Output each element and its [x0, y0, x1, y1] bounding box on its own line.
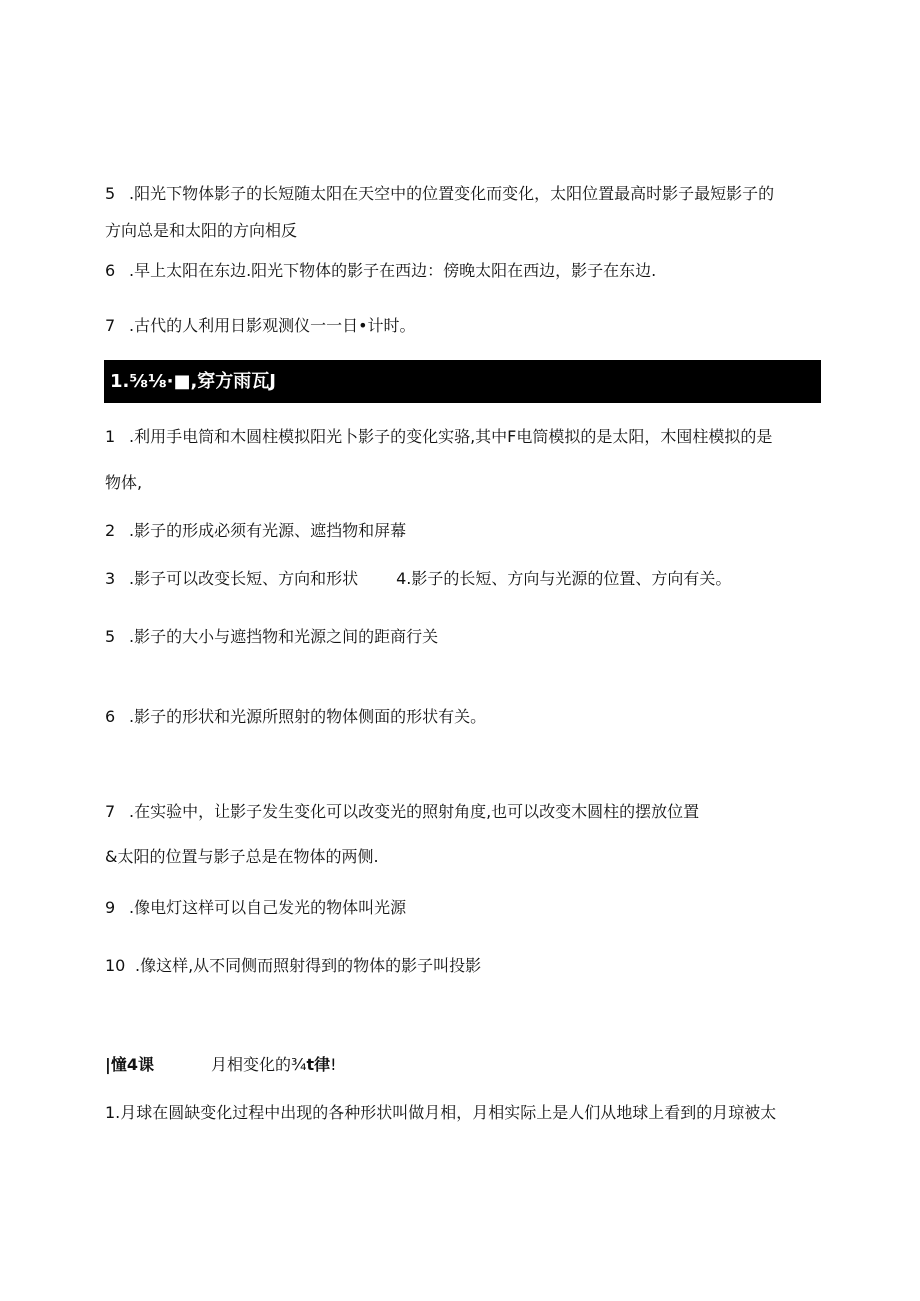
item-7	[105, 315, 416, 337]
item-number: 10	[105, 956, 126, 975]
item-number: 5	[105, 627, 116, 646]
item-text: .影子的形成必须有光源、遮挡物和屏幕	[129, 521, 407, 540]
item-text: .像电灯这样可以自己发光的物体叫光源	[129, 898, 407, 917]
item-5-line-1	[105, 183, 774, 205]
item-number: 1	[105, 427, 116, 446]
item-number: 6	[105, 707, 116, 726]
item-text: .影子的大小与遮挡物和光源之间的距商行关	[129, 627, 439, 646]
item-text: .利用手电筒和木圆柱模拟阳光卜影子的变化实骆,其中F电筒模拟的是太阳，木囤柱模拟的是	[129, 427, 773, 446]
item-text: .在实验中，让影子发生变化可以改变光的照射角度,也可以改变木圆柱的摆放位置	[129, 802, 700, 821]
lesson-title-suffix: !	[330, 1055, 337, 1074]
item-text: 方向总是和太阳的方向相反	[105, 221, 298, 240]
item-text: &太阳的位置与影子总是在物体的两侧.	[105, 847, 379, 866]
item-text: .早上太阳在东边.阳光下物体的影子在西边：傍晚太阳在西边，影子在东边.	[129, 261, 657, 280]
lesson-title-bold: t律	[306, 1055, 331, 1074]
item-6	[105, 260, 656, 282]
item-5-line-2	[105, 220, 297, 242]
item-b5	[105, 626, 438, 648]
item-text: .古代的人利用日影观测仪一一日•计时。	[129, 316, 416, 335]
item-text: .像这样,从不同侧而照射得到的物体的影子叫投影	[135, 956, 482, 975]
item-b6	[105, 706, 486, 728]
item-number: 6	[105, 261, 116, 280]
lesson-number: |憧4课	[105, 1055, 154, 1074]
lesson-title-prefix: 月相变化的¾	[211, 1055, 307, 1074]
item-b1-line-1	[105, 426, 772, 448]
item-b4-text: 4.影子的长短、方向与光源的位置、方向有关。	[396, 569, 732, 588]
item-text: 1.月球在圆缺变化过程中出现的各种形状叫做月相，月相实际上是人们从地球上看到的月琼被太	[105, 1103, 777, 1122]
item-number: 9	[105, 898, 116, 917]
item-text: .影子的形状和光源所照射的物体侧面的形状有关。	[129, 707, 487, 726]
item-b10	[105, 955, 481, 977]
item-number: 7	[105, 316, 116, 335]
item-b7	[105, 801, 699, 823]
item-number: 7	[105, 802, 116, 821]
item-b9	[105, 897, 406, 919]
banner-title: 1.⅝⅛·■,穿方雨瓦J	[110, 371, 277, 392]
lesson-title	[211, 1054, 337, 1076]
item-b2	[105, 520, 406, 542]
item-text: .阳光下物体影子的长短随太阳在天空中的位置变化而变化，太阳位置最高时影子最短影子的	[129, 184, 775, 203]
item-number: 2	[105, 521, 116, 540]
section-banner	[104, 360, 821, 403]
item-b1-line-2	[105, 472, 142, 494]
item-text: .影子可以改变长短、方向和形状	[129, 569, 359, 588]
item-number: 3	[105, 569, 116, 588]
item-c1	[105, 1102, 776, 1124]
item-b8	[105, 846, 379, 868]
lesson-heading	[105, 1054, 337, 1076]
item-b3	[105, 568, 731, 590]
item-number: 5	[105, 184, 116, 203]
item-text: 物体,	[105, 473, 143, 492]
